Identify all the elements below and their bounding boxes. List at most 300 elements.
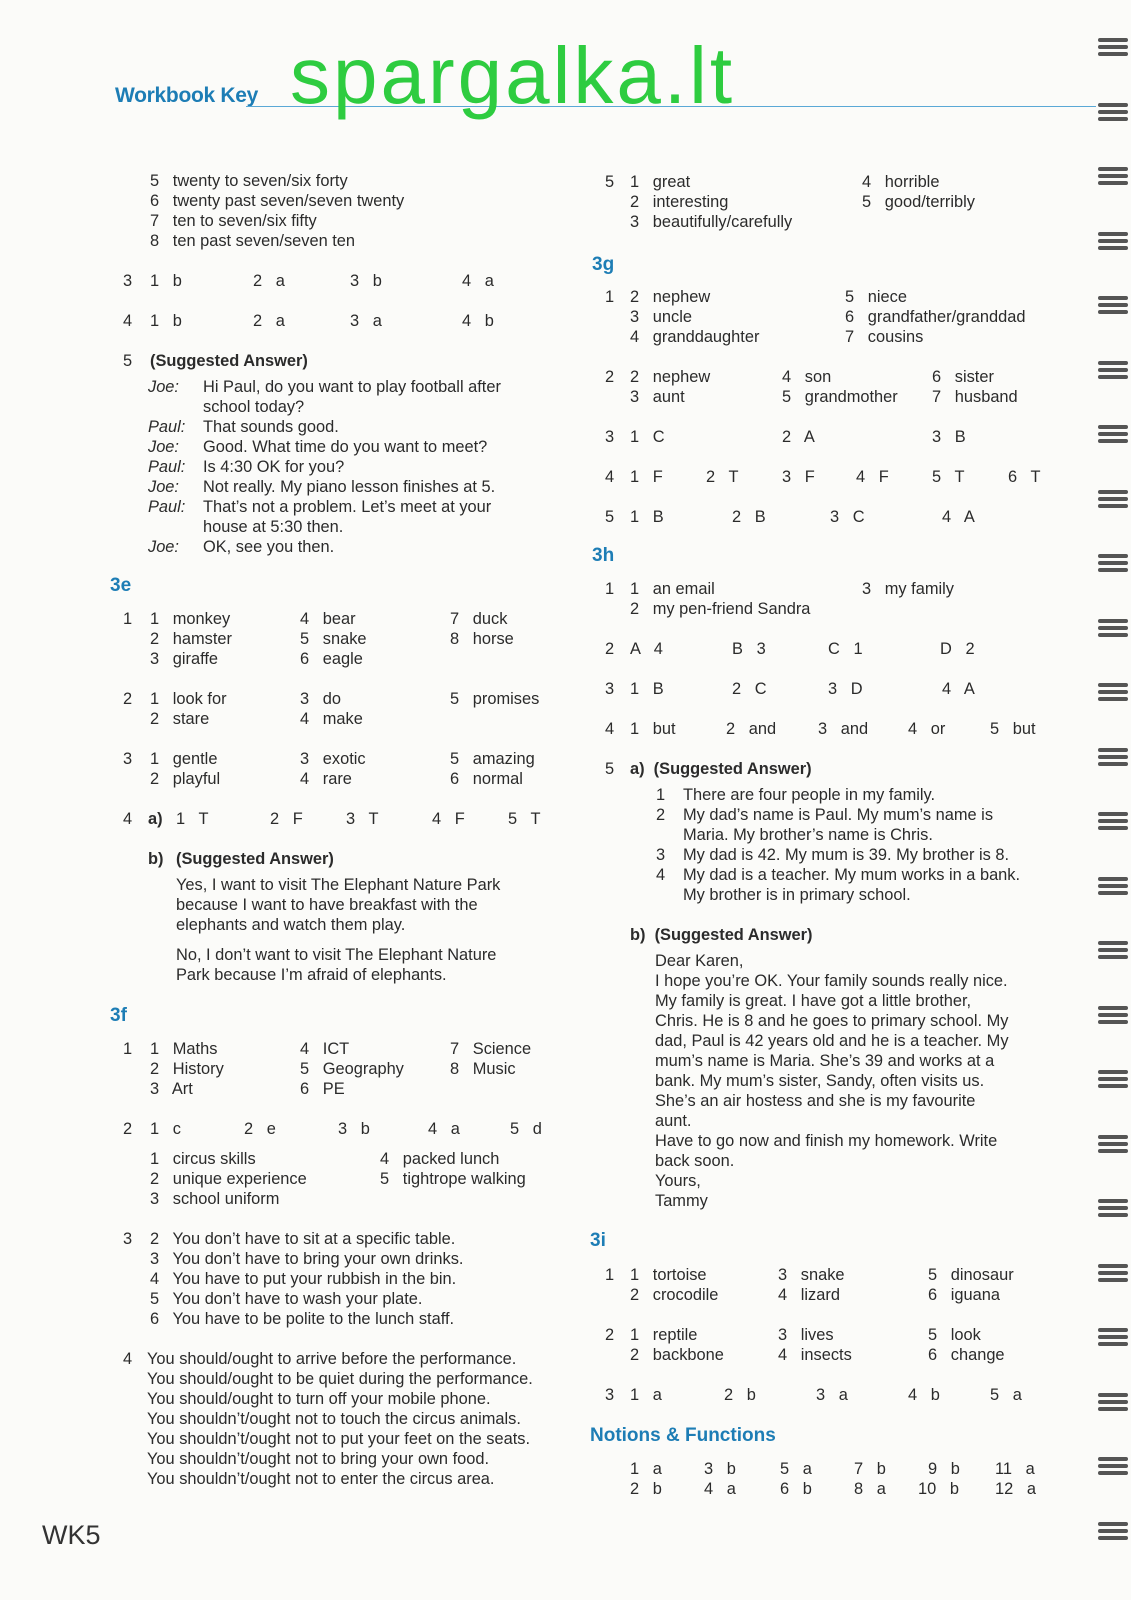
binding-ring: [1094, 748, 1128, 766]
answer-line: 3 Art: [150, 1080, 193, 1098]
answer-line: 4 a: [704, 1480, 736, 1498]
answer-line: 1 a: [630, 1386, 662, 1404]
answer-line: 4 ICT: [300, 1040, 350, 1058]
answer-line: 6 change: [928, 1346, 1005, 1364]
answer-line: Park because I’m afraid of elephants.: [176, 966, 447, 984]
binding-ring: [1094, 232, 1128, 250]
binding-ring-bar: [1098, 497, 1128, 501]
answer-line: 1: [656, 786, 666, 804]
binding-ring-bar: [1098, 762, 1128, 766]
answer-line: 5: [605, 508, 615, 526]
binding-ring-bar: [1098, 181, 1128, 185]
binding-ring-bar: [1098, 748, 1128, 752]
binding-ring-bar: [1098, 1006, 1128, 1010]
binding-ring-bar: [1098, 568, 1128, 572]
answer-line: 4 A: [942, 680, 975, 698]
binding-ring-bar: [1098, 1264, 1128, 1268]
answer-line: 4 packed lunch: [380, 1150, 500, 1168]
answer-line: 4: [656, 866, 666, 884]
answer-line: 5 tightrope walking: [380, 1170, 526, 1188]
binding-ring-bar: [1098, 697, 1128, 701]
answer-line: Tammy: [655, 1192, 708, 1210]
binding-ring-bar: [1098, 1342, 1128, 1346]
watermark-text: spargalka.lt: [290, 31, 736, 120]
answer-line: b): [148, 850, 164, 868]
answer-line: 5 a: [780, 1460, 812, 1478]
answer-line: 1: [123, 1040, 133, 1058]
binding-ring-bar: [1098, 955, 1128, 959]
answer-line: 1 b: [150, 312, 182, 330]
answer-line: 6 twenty past seven/seven twenty: [150, 192, 405, 210]
binding-ring-bar: [1098, 561, 1128, 565]
binding-ring-bar: [1098, 941, 1128, 945]
answer-line: 8 ten past seven/seven ten: [150, 232, 356, 250]
binding-ring-bar: [1098, 45, 1128, 49]
answer-line: 1: [605, 288, 615, 306]
answer-line: 2 You don’t have to sit at a specific table.: [150, 1230, 456, 1248]
answer-line: You shouldn’t/ought not to enter the circus area.: [147, 1470, 495, 1488]
answer-line: 7 husband: [932, 388, 1018, 406]
binding-ring: [1094, 296, 1128, 314]
binding-ring-bar: [1098, 1400, 1128, 1404]
section-heading: Notions & Functions: [590, 1425, 776, 1446]
answer-line: 4: [605, 468, 615, 486]
binding-ring-bar: [1098, 683, 1128, 687]
answer-line: 6 b: [780, 1480, 812, 1498]
answer-line: 5 dinosaur: [928, 1266, 1014, 1284]
answer-line: 6 PE: [300, 1080, 345, 1098]
binding-ring: [1094, 554, 1128, 572]
binding-ring: [1094, 1199, 1128, 1217]
answer-line: Yours,: [655, 1172, 701, 1190]
binding-ring-bar: [1098, 1335, 1128, 1339]
answer-line: 5 twenty to seven/six forty: [150, 172, 348, 190]
answer-line: Joe:: [148, 378, 179, 396]
answer-line: 5: [605, 760, 615, 778]
binding-ring-bar: [1098, 1213, 1128, 1217]
binding-ring-bar: [1098, 361, 1128, 365]
answer-line: 2 C: [732, 680, 767, 698]
answer-line: 2 T: [706, 468, 739, 486]
answer-line: 7 ten to seven/six fifty: [150, 212, 317, 230]
answer-line: 2 a: [253, 272, 285, 290]
answer-line: dad, Paul is 42 years old and he is a teacher. My: [655, 1032, 1009, 1050]
answer-line: 3 school uniform: [150, 1190, 280, 1208]
answer-line: because I want to have breakfast with the: [176, 896, 478, 914]
binding-ring-bar: [1098, 117, 1128, 121]
binding-ring-bar: [1098, 174, 1128, 178]
answer-line: 1 but: [630, 720, 676, 738]
answer-line: 2 playful: [150, 770, 221, 788]
binding-ring: [1094, 361, 1128, 379]
answer-line: There are four people in my family.: [683, 786, 936, 804]
answer-line: 2 my pen-friend Sandra: [630, 600, 811, 618]
answer-line: 2 nephew: [630, 288, 711, 306]
answer-line: A 4: [630, 640, 663, 658]
answer-line: 3 and: [818, 720, 869, 738]
answer-line: 1 circus skills: [150, 1150, 256, 1168]
answer-line: 2 crocodile: [630, 1286, 719, 1304]
binding-ring-bar: [1098, 296, 1128, 300]
answer-line: 4 b: [908, 1386, 940, 1404]
binding-ring-bar: [1098, 110, 1128, 114]
answer-line: 2: [123, 1120, 133, 1138]
binding-ring-bar: [1098, 1328, 1128, 1332]
answer-line: Hi Paul, do you want to play football after: [203, 378, 501, 396]
answer-line: 5 good/terribly: [862, 193, 975, 211]
binding-ring: [1094, 1070, 1128, 1088]
answer-line: 2 e: [244, 1120, 276, 1138]
answer-line: 6 sister: [932, 368, 994, 386]
answer-line: 3: [605, 1386, 615, 1404]
binding-ring-bar: [1098, 1149, 1128, 1153]
binding-ring-bar: [1098, 375, 1128, 379]
answer-line: 2 B: [732, 508, 766, 526]
answer-line: 3 exotic: [300, 750, 366, 768]
binding-ring-bar: [1098, 38, 1128, 42]
binding-ring-bar: [1098, 1199, 1128, 1203]
answer-line: 3 b: [704, 1460, 736, 1478]
answer-line: 1 tortoise: [630, 1266, 707, 1284]
answer-line: 1 c: [150, 1120, 181, 1138]
answer-line: You should/ought to be quiet during the performance.: [147, 1370, 533, 1388]
binding-ring-bar: [1098, 619, 1128, 623]
answer-line: She’s an air hostess and she is my favourite: [655, 1092, 976, 1110]
answer-line: 2 hamster: [150, 630, 232, 648]
answer-line: 2 F: [270, 810, 303, 828]
binding-ring: [1094, 877, 1128, 895]
answer-line: a): [148, 810, 163, 828]
answer-line: 4 insects: [778, 1346, 852, 1364]
binding-ring-bar: [1098, 633, 1128, 637]
binding-ring-bar: [1098, 1407, 1128, 1411]
answer-line: 1: [605, 580, 615, 598]
answer-line: 8 a: [854, 1480, 886, 1498]
answer-line: 5: [123, 352, 133, 370]
binding-ring: [1094, 1328, 1128, 1346]
binding-ring-bar: [1098, 1084, 1128, 1088]
answer-line: 3 You don’t have to bring your own drinks.: [150, 1250, 464, 1268]
binding-ring-bar: [1098, 819, 1128, 823]
answer-line: 5: [605, 173, 615, 191]
answer-line: 6 eagle: [300, 650, 363, 668]
answer-line: 6 You have to be polite to the lunch staff.: [150, 1310, 455, 1328]
answer-line: 4: [123, 312, 133, 330]
binding-ring-bar: [1098, 432, 1128, 436]
answer-line: 4 bear: [300, 610, 356, 628]
binding-ring-bar: [1098, 490, 1128, 494]
answer-line: 6 iguana: [928, 1286, 1000, 1304]
binding-ring-bar: [1098, 103, 1128, 107]
answer-line: 12 a: [995, 1480, 1037, 1498]
answer-line: I hope you’re OK. Your family sounds really nice.: [655, 972, 1008, 990]
answer-line: 3 a: [350, 312, 382, 330]
answer-line: Maria. My brother’s name is Chris.: [683, 826, 933, 844]
answer-line: Joe:: [148, 438, 179, 456]
answer-line: That sounds good.: [203, 418, 339, 436]
binding-ring: [1094, 812, 1128, 830]
answer-line: a) (Suggested Answer): [630, 760, 812, 778]
answer-line: 1 b: [150, 272, 182, 290]
binding-ring: [1094, 619, 1128, 637]
answer-line: bank. My mum’s sister, Sandy, often visits us.: [655, 1072, 985, 1090]
section-heading: 3e: [110, 575, 132, 596]
answer-line: Joe:: [148, 538, 179, 556]
answer-line: 1 a: [630, 1460, 662, 1478]
answer-line: 6 grandfather/granddad: [845, 308, 1026, 326]
answer-line: 4 a: [462, 272, 494, 290]
answer-line: 3 snake: [778, 1266, 845, 1284]
answer-line: back soon.: [655, 1152, 735, 1170]
answer-line: 3 giraffe: [150, 650, 219, 668]
answer-line: 4 b: [462, 312, 494, 330]
answer-line: 5 snake: [300, 630, 367, 648]
binding-ring-bar: [1098, 1278, 1128, 1282]
answer-line: 2 a: [253, 312, 285, 330]
answer-line: 2: [605, 1326, 615, 1344]
binding-ring-bar: [1098, 425, 1128, 429]
answer-line: 5 niece: [845, 288, 907, 306]
answer-line: My brother is in primary school.: [683, 886, 911, 904]
answer-line: Have to go now and finish my homework. Write: [655, 1132, 998, 1150]
binding-ring-bar: [1098, 1070, 1128, 1074]
answer-line: 3 C: [830, 508, 865, 526]
binding-ring-bar: [1098, 1471, 1128, 1475]
answer-line: 3 my family: [862, 580, 954, 598]
answer-line: 1 monkey: [150, 610, 231, 628]
answer-line: 6 normal: [450, 770, 523, 788]
answer-line: 3: [605, 680, 615, 698]
binding-ring-bar: [1098, 626, 1128, 630]
answer-line: aunt.: [655, 1112, 692, 1130]
binding-ring-bar: [1098, 812, 1128, 816]
answer-line: 3 lives: [778, 1326, 834, 1344]
binding-ring: [1094, 103, 1128, 121]
answer-line: 1: [123, 610, 133, 628]
answer-line: house at 5:30 then.: [203, 518, 344, 536]
answer-line: 7 b: [854, 1460, 886, 1478]
answer-line: B 3: [732, 640, 766, 658]
answer-line: (Suggested Answer): [150, 352, 308, 370]
answer-line: 4 rare: [300, 770, 352, 788]
answer-line: 5 T: [932, 468, 965, 486]
answer-line: 7 duck: [450, 610, 508, 628]
answer-line: 4: [123, 810, 133, 828]
binding-ring-bar: [1098, 1457, 1128, 1461]
answer-line: 4 make: [300, 710, 363, 728]
binding-ring: [1094, 1522, 1128, 1540]
answer-line: 3 b: [350, 272, 382, 290]
answer-line: Dear Karen,: [655, 952, 744, 970]
binding-ring-bar: [1098, 239, 1128, 243]
answer-line: My dad is a teacher. My mum works in a bank.: [683, 866, 1021, 884]
answer-line: school today?: [203, 398, 305, 416]
answer-line: 5 grandmother: [782, 388, 898, 406]
answer-line: 1 reptile: [630, 1326, 698, 1344]
answer-line: b) (Suggested Answer): [630, 926, 813, 944]
answer-line: 2: [605, 368, 615, 386]
answer-line: 8 horse: [450, 630, 514, 648]
binding-ring-bar: [1098, 439, 1128, 443]
answer-line: No, I don’t want to visit The Elephant Nature: [176, 946, 497, 964]
answer-line: 3: [123, 750, 133, 768]
answer-line: 7 Science: [450, 1040, 532, 1058]
answer-line: 3 T: [346, 810, 379, 828]
answer-line: Paul:: [148, 458, 186, 476]
answer-line: 6 T: [1008, 468, 1041, 486]
binding-ring: [1094, 38, 1128, 56]
answer-line: 8 Music: [450, 1060, 516, 1078]
binding-ring-bar: [1098, 884, 1128, 888]
answer-line: Good. What time do you want to meet?: [203, 438, 488, 456]
binding-ring-bar: [1098, 1536, 1128, 1540]
answer-line: 3 B: [932, 428, 966, 446]
answer-line: 1 gentle: [150, 750, 218, 768]
answer-line: Paul:: [148, 498, 186, 516]
answer-line: elephants and watch them play.: [176, 916, 406, 934]
binding-ring: [1094, 167, 1128, 185]
answer-line: You should/ought to turn off your mobile phone.: [147, 1390, 491, 1408]
page-header-title: Workbook Key: [115, 84, 259, 107]
answer-line: 4 F: [432, 810, 465, 828]
answer-line: 4 You have to put your rubbish in the bin.: [150, 1270, 457, 1288]
binding-ring-bar: [1098, 1077, 1128, 1081]
binding-ring-bar: [1098, 755, 1128, 759]
answer-line: 7 cousins: [845, 328, 924, 346]
binding-ring-bar: [1098, 167, 1128, 171]
answer-line: mum’s name is Maria. She’s 39 and works at a: [655, 1052, 995, 1070]
answer-line: 2: [656, 806, 666, 824]
answer-line: My family is great. I have got a little brother,: [655, 992, 972, 1010]
binding-ring-bar: [1098, 1013, 1128, 1017]
binding-ring-bar: [1098, 52, 1128, 56]
answer-line: You shouldn’t/ought not to put your feet on the seats.: [147, 1430, 531, 1448]
answer-line: 4: [605, 720, 615, 738]
answer-line: 2 A: [782, 428, 815, 446]
binding-ring-bar: [1098, 1271, 1128, 1275]
answer-line: 3 do: [300, 690, 342, 708]
answer-line: 2 nephew: [630, 368, 711, 386]
binding-ring-bar: [1098, 1206, 1128, 1210]
answer-line: 4 A: [942, 508, 975, 526]
answer-line: (Suggested Answer): [176, 850, 334, 868]
spiral-binding: [1094, 0, 1131, 1600]
answer-line: You shouldn’t/ought not to bring your own food.: [147, 1450, 490, 1468]
answer-line: D 2: [940, 640, 975, 658]
answer-line: 1 T: [176, 810, 209, 828]
binding-ring-bar: [1098, 1020, 1128, 1024]
answer-line: 5 look: [928, 1326, 981, 1344]
answer-line: 4 son: [782, 368, 832, 386]
answer-line: 1 B: [630, 680, 664, 698]
binding-ring: [1094, 490, 1128, 508]
binding-ring: [1094, 1457, 1128, 1475]
answer-line: 2 b: [724, 1386, 756, 1404]
answer-line: 2 and: [726, 720, 777, 738]
answer-line: 4 F: [856, 468, 889, 486]
binding-ring-bar: [1098, 826, 1128, 830]
binding-ring-bar: [1098, 891, 1128, 895]
binding-ring-bar: [1098, 232, 1128, 236]
answer-line: Yes, I want to visit The Elephant Nature Park: [176, 876, 501, 894]
binding-ring-bar: [1098, 246, 1128, 250]
binding-ring-bar: [1098, 690, 1128, 694]
answer-line: 3 a: [816, 1386, 848, 1404]
binding-ring: [1094, 1264, 1128, 1282]
answer-line: 3 uncle: [630, 308, 692, 326]
answer-line: 3 D: [828, 680, 863, 698]
answer-line: Chris. He is 8 and he goes to primary school. My: [655, 1012, 1009, 1030]
binding-ring-bar: [1098, 948, 1128, 952]
section-heading: 3g: [592, 254, 615, 275]
binding-ring-bar: [1098, 368, 1128, 372]
binding-ring-bar: [1098, 1393, 1128, 1397]
answer-line: 3: [656, 846, 666, 864]
answer-line: 5 amazing: [450, 750, 535, 768]
answer-line: 2: [123, 690, 133, 708]
answer-line: 10 b: [918, 1480, 960, 1498]
answer-line: 2 backbone: [630, 1346, 724, 1364]
answer-line: 4 horrible: [862, 173, 940, 191]
answer-line: 3 F: [782, 468, 815, 486]
binding-ring-bar: [1098, 1464, 1128, 1468]
answer-line: 3: [123, 272, 133, 290]
section-heading: 3f: [110, 1005, 127, 1026]
answer-line: 2 b: [630, 1480, 662, 1498]
answer-line: 1 F: [630, 468, 663, 486]
answer-line: C 1: [828, 640, 863, 658]
binding-ring: [1094, 1135, 1128, 1153]
binding-ring-bar: [1098, 310, 1128, 314]
binding-ring-bar: [1098, 554, 1128, 558]
answer-line: 3 b: [338, 1120, 370, 1138]
binding-ring: [1094, 425, 1128, 443]
binding-ring-bar: [1098, 1135, 1128, 1139]
answer-line: OK, see you then.: [203, 538, 335, 556]
answer-line: 5 T: [508, 810, 541, 828]
answer-line: 3: [123, 1230, 133, 1248]
section-heading: 3h: [592, 545, 615, 566]
answer-line: 1 Maths: [150, 1040, 218, 1058]
answer-line: 5 promises: [450, 690, 540, 708]
answer-line: 3: [605, 428, 615, 446]
answer-line: 3 beautifully/carefully: [630, 213, 793, 231]
page-number: WK5: [42, 1520, 101, 1550]
answer-line: 5 You don’t have to wash your plate.: [150, 1290, 423, 1308]
binding-ring-bar: [1098, 303, 1128, 307]
answer-line: 4 lizard: [778, 1286, 840, 1304]
answer-line: 5 d: [510, 1120, 542, 1138]
binding-ring: [1094, 1393, 1128, 1411]
answer-line: Is 4:30 OK for you?: [203, 458, 345, 476]
answer-line: 4 or: [908, 720, 946, 738]
answer-line: 3 aunt: [630, 388, 685, 406]
answer-line: Paul:: [148, 418, 186, 436]
answer-line: 5 Geography: [300, 1060, 404, 1078]
answer-line: Joe:: [148, 478, 179, 496]
answer-line: 2 unique experience: [150, 1170, 307, 1188]
binding-ring-bar: [1098, 1529, 1128, 1533]
section-heading: 3i: [590, 1230, 606, 1251]
answer-line: 1 great: [630, 173, 691, 191]
answer-line: That’s not a problem. Let’s meet at your: [203, 498, 492, 516]
answer-line: You should/ought to arrive before the performance.: [147, 1350, 517, 1368]
answer-line: 11 a: [995, 1460, 1035, 1478]
binding-ring: [1094, 941, 1128, 959]
answer-line: 1: [605, 1266, 615, 1284]
answer-line: My dad is 42. My mum is 39. My brother is 8.: [683, 846, 1010, 864]
binding-ring: [1094, 1006, 1128, 1024]
